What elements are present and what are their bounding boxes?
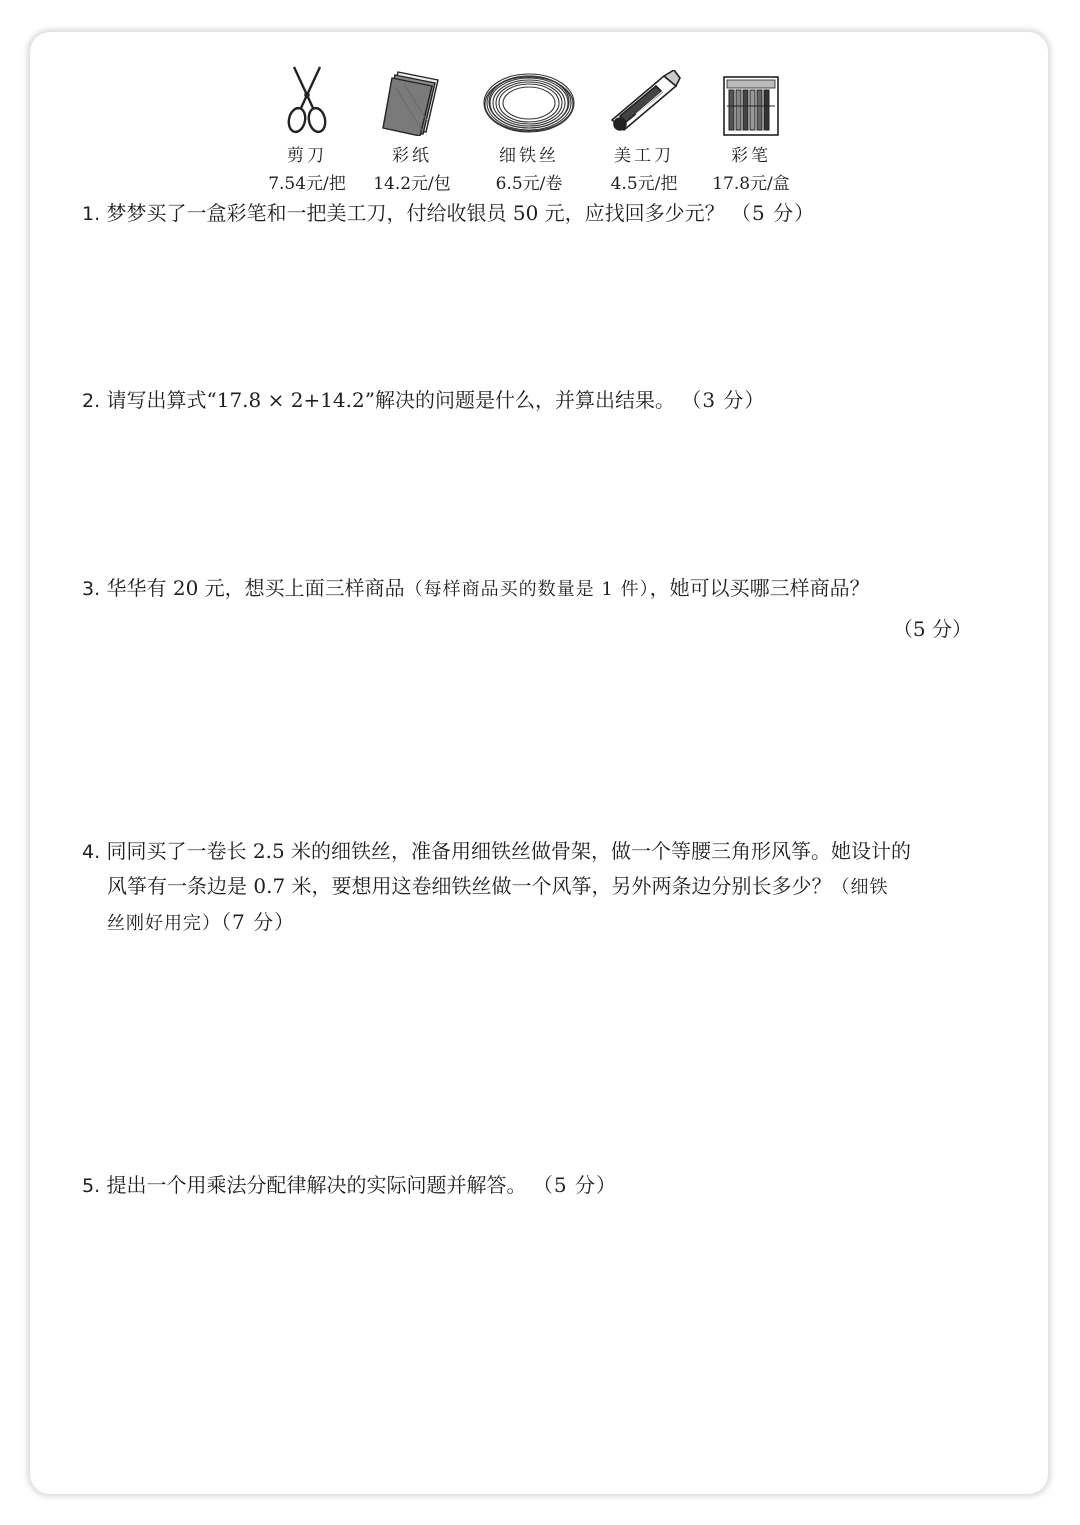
question-text: 华华有 20 元，想买上面三样商品 bbox=[106, 576, 405, 600]
pen-box-icon bbox=[723, 76, 779, 136]
question-points: （5 分） bbox=[731, 201, 816, 225]
question-number: 2. bbox=[82, 390, 101, 412]
utility-knife-icon bbox=[606, 70, 682, 136]
product-name: 剪刀 bbox=[287, 146, 327, 166]
question-number: 4. bbox=[82, 841, 101, 863]
product-colored-paper bbox=[347, 60, 477, 194]
question-number: 1. bbox=[82, 203, 101, 225]
question-note: （每样商品买的数量是 1 件） bbox=[404, 579, 650, 600]
paper-stack-icon bbox=[382, 70, 442, 136]
question-points: （5 分） bbox=[892, 617, 972, 641]
wire-coil-icon bbox=[481, 70, 577, 136]
product-price: 17.8元/盒 bbox=[712, 174, 790, 194]
question-points: （5 分） bbox=[532, 1173, 617, 1197]
question-number: 3. bbox=[82, 578, 101, 600]
question-text-end: ，她可以买哪三样商品？ bbox=[649, 576, 870, 600]
question-3 bbox=[82, 571, 870, 607]
question-note-end: 丝刚好用完） bbox=[107, 913, 221, 934]
product-color-pens bbox=[686, 60, 816, 194]
question-points: （7 分） bbox=[221, 910, 296, 934]
scissors-icon bbox=[282, 64, 332, 136]
question-text: 提出一个用乘法分配律解决的实际问题并解答。 bbox=[106, 1173, 527, 1197]
question-number: 5. bbox=[82, 1175, 101, 1197]
question-text: 请写出算式“17.8 × 2+14.2”解决的问题是什么，并算出结果。 bbox=[106, 388, 675, 412]
question-text-line-1: 同同买了一卷长 2.5 米的细铁丝，准备用细铁丝做骨架，做一个等腰三角形风筝。她设计的 bbox=[106, 839, 912, 863]
question-text-line-2: 风筝有一条边是 0.7 米，要想用这卷细铁丝做一个风筝，另外两条边分别长多少？ bbox=[107, 874, 832, 898]
product-name: 彩纸 bbox=[392, 146, 432, 166]
product-wire bbox=[464, 60, 594, 194]
question-points: （3 分） bbox=[681, 388, 766, 412]
product-price: 14.2元/包 bbox=[373, 174, 451, 194]
product-price: 4.5元/把 bbox=[610, 174, 678, 194]
question-text: 梦梦买了一盒彩笔和一把美工刀，付给收银员 50 元，应找回多少元？ bbox=[106, 201, 725, 225]
product-price: 7.54元/把 bbox=[268, 174, 346, 194]
question-note-start: （细铁 bbox=[831, 877, 889, 898]
question-2 bbox=[82, 383, 765, 418]
product-name: 彩笔 bbox=[731, 146, 771, 166]
product-name: 美工刀 bbox=[614, 146, 674, 166]
product-price: 6.5元/卷 bbox=[495, 174, 563, 194]
question-4 bbox=[82, 834, 982, 941]
question-5 bbox=[82, 1168, 617, 1203]
worksheet-page bbox=[30, 32, 1048, 1494]
question-1 bbox=[82, 196, 815, 231]
product-name: 细铁丝 bbox=[499, 146, 559, 166]
